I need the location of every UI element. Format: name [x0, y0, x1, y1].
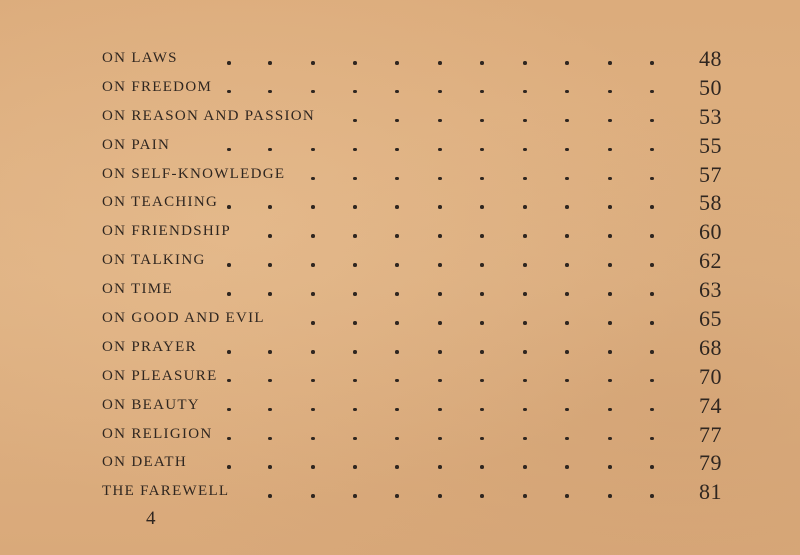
leader-dot: [353, 148, 357, 152]
leader-dot: [565, 177, 569, 181]
leader-dot: [268, 494, 272, 498]
leader-dot: [227, 61, 231, 65]
leader-dot: [395, 437, 399, 441]
leader-dot: [523, 148, 527, 152]
leader-dot: [311, 177, 315, 181]
leader-dot: [523, 350, 527, 354]
leader-dot: [480, 350, 484, 354]
leader-dot: [438, 379, 442, 383]
leader-dot: [608, 379, 612, 383]
leader-dot: [565, 408, 569, 412]
leader-dot: [311, 292, 315, 296]
leader-dot: [353, 494, 357, 498]
leader-dot: [227, 90, 231, 94]
leader-dot: [311, 408, 315, 412]
leader-dot: [353, 437, 357, 441]
leader-dot: [353, 465, 357, 469]
leader-dot: [395, 494, 399, 498]
leader-dot: [311, 61, 315, 65]
leader-dot: [395, 177, 399, 181]
leader-dot: [480, 379, 484, 383]
leader-dot: [523, 465, 527, 469]
leader-dot: [608, 148, 612, 152]
leader-dot: [353, 263, 357, 267]
leader-dot: [608, 408, 612, 412]
toc-entry-page-number: 63: [699, 277, 722, 303]
toc-entry: [102, 448, 722, 477]
leader-dot: [480, 321, 484, 325]
leader-dot: [353, 350, 357, 354]
toc-entry-page-number: 53: [699, 103, 722, 129]
leader-dot: [311, 379, 315, 383]
leader-dot: [353, 408, 357, 412]
leader-dot: [438, 119, 442, 123]
toc-entry-title: ON TEACHING: [102, 194, 219, 211]
leader-dot: [565, 205, 569, 209]
leader-dot: [438, 408, 442, 412]
leader-dot: [395, 90, 399, 94]
leader-dot: [227, 465, 231, 469]
leader-dot: [480, 90, 484, 94]
leader-dot: [311, 263, 315, 267]
toc-entry: [102, 217, 722, 246]
leader-dot: [480, 292, 484, 296]
leader-dot: [268, 205, 272, 209]
leader-dot: [353, 205, 357, 209]
toc-entry: [102, 131, 722, 160]
toc-entry-title: ON SELF-KNOWLEDGE: [102, 165, 286, 182]
leader-dot: [438, 350, 442, 354]
leader-dot: [268, 465, 272, 469]
leader-dot: [395, 350, 399, 354]
leader-dot: [650, 494, 654, 498]
leader-dot: [395, 292, 399, 296]
toc-entry: [102, 44, 722, 73]
leader-dot: [353, 234, 357, 238]
dot-leader: [102, 275, 677, 304]
leader-dot: [608, 292, 612, 296]
dot-leader: [102, 131, 677, 160]
toc-entry-page-number: 57: [699, 161, 722, 187]
leader-dot: [480, 465, 484, 469]
leader-dot: [311, 437, 315, 441]
leader-dot: [523, 177, 527, 181]
leader-dot: [395, 408, 399, 412]
toc-entry-title: ON BEAUTY: [102, 396, 200, 413]
leader-dot: [650, 465, 654, 469]
leader-dot: [268, 379, 272, 383]
leader-dot: [395, 465, 399, 469]
toc-entry-title: ON GOOD AND EVIL: [102, 309, 265, 326]
leader-dot: [227, 350, 231, 354]
toc-entry-page-number: 48: [699, 46, 722, 71]
toc-entry: [102, 420, 722, 449]
leader-dot: [438, 234, 442, 238]
leader-dot: [311, 321, 315, 325]
leader-dot: [650, 350, 654, 354]
toc-entry-page-number: 81: [699, 479, 722, 505]
leader-dot: [395, 263, 399, 267]
leader-dot: [650, 379, 654, 383]
leader-dot: [227, 408, 231, 412]
toc-entry-page-number: 68: [699, 334, 722, 360]
leader-dot: [311, 465, 315, 469]
leader-dot: [650, 61, 654, 65]
leader-dot: [565, 61, 569, 65]
leader-dot: [353, 119, 357, 123]
leader-dot: [268, 263, 272, 267]
leader-dot: [523, 379, 527, 383]
leader-dot: [523, 437, 527, 441]
leader-dot: [268, 234, 272, 238]
leader-dot: [523, 292, 527, 296]
leader-dot: [268, 61, 272, 65]
leader-dot: [311, 148, 315, 152]
leader-dot: [565, 90, 569, 94]
leader-dot: [608, 465, 612, 469]
leader-dot: [227, 205, 231, 209]
leader-dot: [608, 177, 612, 181]
leader-dot: [650, 437, 654, 441]
leader-dot: [227, 148, 231, 152]
leader-dot: [438, 263, 442, 267]
toc-entry-title: ON FRIENDSHIP: [102, 223, 231, 240]
leader-dot: [395, 321, 399, 325]
leader-dot: [523, 234, 527, 238]
dot-leader: [102, 44, 677, 73]
leader-dot: [650, 177, 654, 181]
toc-entry-page-number: 74: [699, 392, 722, 418]
leader-dot: [565, 379, 569, 383]
leader-dot: [395, 234, 399, 238]
toc-entry-page-number: 70: [699, 363, 722, 389]
leader-dot: [227, 437, 231, 441]
leader-dot: [608, 90, 612, 94]
toc-entry: [102, 477, 722, 506]
leader-dot: [438, 90, 442, 94]
leader-dot: [650, 148, 654, 152]
leader-dot: [523, 263, 527, 267]
leader-dot: [565, 148, 569, 152]
leader-dot: [268, 90, 272, 94]
leader-dot: [608, 119, 612, 123]
toc-entry-title: ON TALKING: [102, 252, 206, 269]
toc-entry-page-number: 55: [699, 132, 722, 158]
leader-dot: [523, 119, 527, 123]
leader-dot: [650, 292, 654, 296]
leader-dot: [608, 234, 612, 238]
leader-dot: [480, 119, 484, 123]
leader-dot: [650, 321, 654, 325]
leader-dot: [311, 205, 315, 209]
leader-dot: [268, 292, 272, 296]
leader-dot: [650, 90, 654, 94]
leader-dot: [480, 494, 484, 498]
leader-dot: [650, 205, 654, 209]
toc-entry: [102, 73, 722, 102]
leader-dot: [523, 408, 527, 412]
leader-dot: [438, 321, 442, 325]
leader-dot: [353, 379, 357, 383]
leader-dot: [395, 119, 399, 123]
leader-dot: [480, 408, 484, 412]
leader-dot: [438, 61, 442, 65]
leader-dot: [227, 292, 231, 296]
toc-entry-title: ON PLEASURE: [102, 367, 218, 384]
leader-dot: [650, 408, 654, 412]
leader-dot: [523, 61, 527, 65]
toc-entry-page-number: 79: [699, 450, 722, 476]
toc-entry-page-number: 58: [699, 190, 722, 216]
leader-dot: [395, 379, 399, 383]
toc-entry: [102, 304, 722, 333]
leader-dot: [565, 437, 569, 441]
leader-dot: [353, 292, 357, 296]
toc-entry-title: ON PRAYER: [102, 338, 197, 355]
leader-dot: [608, 205, 612, 209]
leader-dot: [395, 205, 399, 209]
leader-dot: [395, 148, 399, 152]
leader-dot: [353, 90, 357, 94]
leader-dot: [311, 350, 315, 354]
leader-dot: [438, 148, 442, 152]
leader-dot: [565, 263, 569, 267]
toc-entry: [102, 160, 722, 189]
leader-dot: [353, 61, 357, 65]
table-of-contents: [102, 44, 722, 506]
toc-entry-title: ON PAIN: [102, 136, 171, 153]
toc-entry: [102, 362, 722, 391]
toc-entry: [102, 188, 722, 217]
leader-dot: [608, 263, 612, 267]
page-number: 4: [146, 508, 156, 529]
leader-dot: [438, 205, 442, 209]
toc-entry-page-number: 60: [699, 219, 722, 245]
toc-entry-page-number: 77: [699, 421, 722, 447]
leader-dot: [395, 61, 399, 65]
toc-entry-title: ON FREEDOM: [102, 78, 213, 95]
leader-dot: [353, 321, 357, 325]
leader-dot: [480, 148, 484, 152]
toc-entry-title: ON LAWS: [102, 49, 178, 66]
toc-entry: [102, 333, 722, 362]
toc-entry: [102, 102, 722, 131]
toc-entry-title: ON RELIGION: [102, 425, 213, 442]
leader-dot: [650, 234, 654, 238]
leader-dot: [311, 494, 315, 498]
toc-entry: [102, 275, 722, 304]
leader-dot: [311, 234, 315, 238]
leader-dot: [523, 90, 527, 94]
leader-dot: [608, 321, 612, 325]
toc-entry-page-number: 50: [699, 74, 722, 100]
toc-entry: [102, 246, 722, 275]
leader-dot: [438, 437, 442, 441]
leader-dot: [268, 148, 272, 152]
leader-dot: [608, 350, 612, 354]
toc-entry-title: THE FAREWELL: [102, 483, 230, 500]
leader-dot: [353, 177, 357, 181]
leader-dot: [268, 408, 272, 412]
dot-leader: [102, 448, 677, 477]
leader-dot: [480, 61, 484, 65]
leader-dot: [608, 494, 612, 498]
toc-entry-title: ON REASON AND PASSION: [102, 107, 316, 124]
leader-dot: [650, 263, 654, 267]
toc-entry-page-number: 65: [699, 306, 722, 332]
leader-dot: [438, 494, 442, 498]
leader-dot: [565, 321, 569, 325]
leader-dot: [268, 437, 272, 441]
leader-dot: [227, 263, 231, 267]
leader-dot: [480, 234, 484, 238]
leader-dot: [438, 292, 442, 296]
toc-entry-title: ON DEATH: [102, 454, 187, 471]
leader-dot: [523, 321, 527, 325]
leader-dot: [608, 437, 612, 441]
toc-entry-title: ON TIME: [102, 281, 173, 298]
leader-dot: [565, 234, 569, 238]
leader-dot: [311, 90, 315, 94]
leader-dot: [480, 437, 484, 441]
leader-dot: [480, 263, 484, 267]
leader-dot: [268, 350, 272, 354]
toc-entry-page-number: 62: [699, 248, 722, 274]
leader-dot: [480, 205, 484, 209]
leader-dot: [227, 379, 231, 383]
leader-dot: [480, 177, 484, 181]
leader-dot: [523, 494, 527, 498]
leader-dot: [565, 465, 569, 469]
leader-dot: [650, 119, 654, 123]
leader-dot: [523, 205, 527, 209]
toc-entry: [102, 391, 722, 420]
leader-dot: [565, 119, 569, 123]
leader-dot: [438, 465, 442, 469]
leader-dot: [608, 61, 612, 65]
leader-dot: [565, 494, 569, 498]
leader-dot: [565, 292, 569, 296]
leader-dot: [438, 177, 442, 181]
leader-dot: [565, 350, 569, 354]
